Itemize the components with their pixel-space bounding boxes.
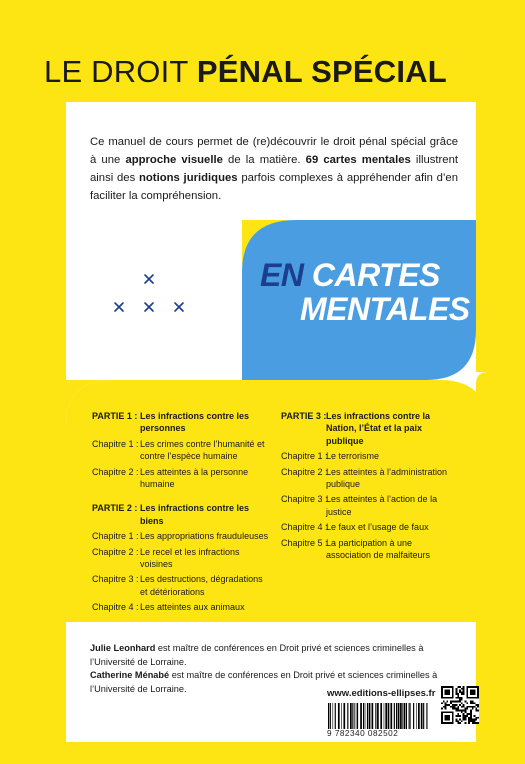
qr-module — [459, 710, 461, 712]
qr-module — [474, 715, 476, 717]
qr-module — [450, 702, 452, 704]
qr-module — [463, 691, 465, 693]
qr-module — [457, 715, 459, 717]
toc-title: Les atteintes à l’action de la justice — [326, 494, 438, 517]
qr-module — [465, 719, 467, 721]
barcode-bar — [418, 703, 420, 729]
barcode-bar — [341, 703, 342, 729]
publisher-website[interactable]: www.editions-ellipses.fr — [327, 688, 436, 699]
barcode-bar — [421, 703, 423, 729]
barcode-bar — [354, 703, 355, 729]
qr-module — [470, 720, 472, 722]
barcode-bar — [343, 703, 345, 729]
qr-module — [463, 706, 465, 708]
qr-module — [446, 700, 448, 702]
intro-bold-1: approche visuelle — [125, 154, 223, 166]
toc-label: Chapitre 4 : — [92, 602, 139, 613]
author-2-name: Catherine Ménabé — [90, 670, 170, 680]
qr-module — [461, 699, 463, 701]
title-light-part: LE DROIT — [44, 54, 197, 89]
qr-module — [457, 710, 459, 712]
qr-module — [463, 715, 465, 717]
isbn-number: 9 782340 082502 — [327, 729, 399, 738]
qr-module — [461, 711, 463, 713]
toc-chapter — [281, 537, 456, 562]
barcode-bar — [426, 703, 427, 729]
qr-module — [463, 719, 465, 721]
qr-module — [450, 706, 452, 708]
qr-module — [470, 715, 472, 717]
qr-module — [452, 700, 454, 702]
qr-module — [463, 686, 465, 688]
toc-label: Chapitre 2 : — [281, 466, 328, 477]
qr-module — [457, 697, 459, 699]
barcode-bar — [402, 703, 403, 729]
barcode-bar — [380, 703, 382, 729]
barcode-bar — [356, 703, 357, 729]
qr-module — [466, 713, 468, 715]
toc-title: Les atteintes à la personne humaine — [140, 466, 249, 490]
toc-title: Le terrorisme — [326, 451, 380, 462]
qr-module — [455, 708, 457, 710]
barcode-bar — [396, 703, 397, 729]
qr-module — [459, 697, 461, 699]
qr-module — [441, 708, 443, 710]
qr-module — [461, 710, 463, 712]
barcode-bar — [367, 703, 368, 729]
qr-module — [472, 708, 474, 710]
toc-chapter — [92, 530, 270, 542]
qr-module — [459, 699, 461, 701]
qr-module — [455, 688, 457, 690]
barcode-bar — [410, 703, 411, 729]
toc-label: Chapitre 3 : — [281, 494, 328, 505]
qr-module — [454, 700, 456, 702]
qr-module — [454, 706, 456, 708]
toc-title: La participation à une association de malfaiteurs — [326, 537, 431, 561]
qr-module — [457, 700, 459, 702]
qr-module — [470, 710, 472, 712]
barcode-bar — [404, 703, 406, 729]
qr-module — [465, 722, 467, 724]
qr-module — [463, 717, 465, 719]
qr-module — [470, 719, 472, 721]
barcode-bar — [369, 703, 371, 729]
intro-bold-2: 69 cartes mentales — [305, 154, 411, 166]
qr-module — [455, 715, 457, 717]
author-1-name: Julie Leonhard — [90, 643, 156, 653]
barcode-bar — [365, 703, 366, 729]
qr-module — [468, 722, 470, 724]
barcode-bar — [385, 703, 387, 729]
toc-column-left — [92, 406, 270, 617]
toc-chapter — [281, 450, 456, 462]
qr-module — [463, 690, 465, 692]
qr-module — [477, 710, 479, 712]
intro-text-1: Ce manuel de cours permet de (re)découvrir le droit pénal spécial grâce à une — [90, 136, 458, 166]
barcode-bar — [390, 703, 392, 729]
qr-module — [468, 719, 470, 721]
qr-module — [454, 708, 456, 710]
toc-chapter — [92, 601, 270, 613]
qr-module — [459, 686, 461, 688]
qr-module — [477, 722, 479, 724]
banner-heading — [260, 258, 470, 326]
cross-marks-icon — [110, 270, 190, 320]
barcode-bar — [375, 703, 376, 729]
qr-module — [477, 706, 479, 708]
qr-module — [470, 711, 472, 713]
intro-text-3: illustrent ainsi des — [90, 154, 458, 184]
qr-module — [475, 717, 477, 719]
qr-module — [463, 710, 465, 712]
toc-title: Les atteintes à l’administration publique — [326, 466, 448, 490]
qr-module — [445, 704, 447, 706]
qr-module — [457, 706, 459, 708]
qr-module — [445, 706, 447, 708]
qr-module — [461, 720, 463, 722]
qr-module — [477, 717, 479, 719]
qr-module — [457, 686, 459, 688]
barcode-bar — [423, 703, 424, 729]
qr-module — [457, 720, 459, 722]
toc-label: Chapitre 3 : — [92, 574, 139, 585]
page-title — [44, 54, 447, 90]
barcode-bar — [335, 703, 336, 729]
barcode-icon — [327, 703, 429, 729]
toc-label: Chapitre 2 : — [92, 546, 139, 557]
qr-module — [465, 700, 467, 702]
banner-en: EN — [260, 257, 304, 293]
qr-module — [465, 711, 467, 713]
qr-module — [475, 708, 477, 710]
toc-title: Le recel et les infractions voisines — [140, 546, 240, 570]
author-2-text: est maître de conférences en Droit privé et sciences criminelles à l’Université de Lorraine. — [90, 670, 438, 694]
qr-module — [468, 717, 470, 719]
qr-module — [441, 702, 443, 704]
qr-module — [465, 710, 467, 712]
barcode-bar — [352, 703, 353, 729]
toc-label: PARTIE 2 : — [92, 503, 138, 514]
qr-module — [477, 704, 479, 706]
qr-module — [472, 700, 474, 702]
toc-title: Les atteintes aux animaux — [140, 602, 245, 613]
intro-text-2: de la matière. — [222, 154, 306, 166]
toc-chapter — [92, 438, 270, 463]
qr-module — [463, 693, 465, 695]
toc-label: Chapitre 1 : — [92, 531, 139, 542]
barcode-bar — [406, 703, 407, 729]
qr-module — [472, 706, 474, 708]
qr-module — [457, 722, 459, 724]
qr-module — [461, 697, 463, 699]
qr-module — [474, 722, 476, 724]
toc-chapter — [92, 466, 270, 491]
qr-module — [466, 715, 468, 717]
qr-module — [463, 713, 465, 715]
qr-code-icon — [441, 686, 479, 724]
toc-title: Les destructions, dégradations et détériorations — [140, 574, 263, 597]
toc-label: PARTIE 1 : — [92, 411, 138, 421]
qr-module — [468, 713, 470, 715]
qr-module — [445, 702, 447, 704]
toc-part — [92, 502, 270, 527]
qr-module — [470, 717, 472, 719]
qr-module — [474, 702, 476, 704]
author-1 — [90, 642, 460, 669]
toc-chapter — [281, 493, 456, 518]
qr-module — [457, 713, 459, 715]
toc-label: Chapitre 1 : — [92, 438, 139, 449]
banner-mentales: MENTALES — [300, 291, 470, 327]
qr-module — [445, 715, 450, 720]
qr-module — [445, 690, 450, 695]
qr-module — [466, 702, 468, 704]
qr-module — [472, 722, 474, 724]
qr-module — [457, 695, 459, 697]
qr-module — [475, 722, 477, 724]
qr-module — [470, 706, 472, 708]
author-1-text: est maître de conférences en Droit privé et sciences criminelles à l’Université de Lorraine. — [90, 643, 424, 667]
qr-module — [445, 708, 447, 710]
toc-chapter — [281, 466, 456, 491]
intro-paragraph — [90, 133, 458, 205]
qr-module — [470, 713, 472, 715]
qr-module — [474, 706, 476, 708]
qr-module — [446, 704, 448, 706]
qr-module — [470, 702, 472, 704]
toc-label: PARTIE 3 : — [281, 411, 327, 421]
toc-chapter — [281, 521, 456, 533]
qr-module — [455, 719, 457, 721]
qr-module — [474, 720, 476, 722]
barcode-bar — [377, 703, 379, 729]
toc-title: Les infractions contre la Nation, l’État et la paix publique — [326, 411, 431, 446]
barcode-bar — [347, 703, 348, 729]
qr-module — [457, 693, 459, 695]
toc-part — [281, 410, 456, 447]
qr-module — [474, 719, 476, 721]
qr-module — [455, 697, 457, 699]
qr-module — [472, 702, 474, 704]
barcode-bar — [416, 703, 417, 729]
qr-module — [463, 688, 465, 690]
toc-column-right — [281, 406, 456, 564]
qr-module — [461, 706, 463, 708]
qr-module — [452, 706, 454, 708]
qr-module — [468, 706, 470, 708]
toc-label: Chapitre 5 : — [281, 537, 328, 548]
qr-module — [452, 704, 454, 706]
barcode-bar — [372, 703, 374, 729]
intro-text-4: parfois complexes à appréhender afin d’en faciliter la compréhension. — [90, 172, 458, 202]
qr-module — [459, 722, 461, 724]
barcode-bar — [413, 703, 414, 729]
qr-module — [461, 688, 463, 690]
qr-module — [459, 704, 461, 706]
qr-module — [463, 704, 465, 706]
qr-module — [450, 700, 452, 702]
qr-module — [470, 700, 472, 702]
barcode-bar — [394, 703, 395, 729]
toc-title: Le faux et l’usage de faux — [326, 522, 429, 533]
barcode-bar — [400, 703, 402, 729]
qr-module — [455, 693, 457, 695]
qr-module — [443, 700, 445, 702]
toc-part — [92, 410, 270, 435]
qr-module — [475, 719, 477, 721]
barcode-bar — [328, 703, 329, 729]
qr-module — [459, 719, 461, 721]
barcode-bar — [360, 703, 362, 729]
qr-module — [466, 708, 468, 710]
toc-title: Les infractions contre les personnes — [140, 411, 250, 434]
barcode-bar — [330, 703, 331, 729]
qr-module — [465, 715, 467, 717]
qr-module — [455, 690, 457, 692]
qr-module — [461, 693, 463, 695]
qr-module — [454, 704, 456, 706]
barcode-bar — [363, 703, 364, 729]
qr-module — [455, 691, 457, 693]
toc-label: Chapitre 2 : — [92, 466, 139, 477]
qr-module — [459, 691, 461, 693]
toc-chapter — [92, 573, 270, 598]
qr-module — [472, 719, 474, 721]
toc-label: Chapitre 4 : — [281, 522, 328, 533]
qr-module — [466, 706, 468, 708]
qr-module — [461, 691, 463, 693]
qr-module — [465, 717, 467, 719]
yellow-bottom-bar — [0, 742, 525, 764]
qr-module — [455, 700, 457, 702]
toc-title: Les appropriations frauduleuses — [140, 531, 269, 542]
qr-module — [475, 704, 477, 706]
qr-module — [470, 690, 475, 695]
title-bold-part: PÉNAL SPÉCIAL — [196, 54, 447, 89]
barcode-bar — [409, 703, 410, 729]
qr-module — [459, 715, 461, 717]
qr-module — [455, 720, 457, 722]
barcode-bar — [384, 703, 385, 729]
qr-module — [452, 708, 454, 710]
barcode-bar — [398, 703, 400, 729]
banner-cartes: CARTES — [303, 257, 440, 293]
qr-module — [468, 720, 470, 722]
qr-module — [472, 720, 474, 722]
qr-module — [455, 704, 457, 706]
qr-module — [461, 702, 463, 704]
barcode-bar — [338, 703, 340, 729]
qr-module — [465, 708, 467, 710]
barcode-bar — [350, 703, 352, 729]
barcode-bar — [388, 703, 390, 729]
barcode-bar — [333, 703, 334, 729]
qr-module — [457, 708, 459, 710]
qr-module — [459, 690, 461, 692]
intro-bold-3: notions juridiques — [139, 172, 238, 184]
toc-title: Les infractions contre les biens — [140, 503, 250, 526]
qr-module — [459, 700, 461, 702]
barcode-bar — [357, 703, 358, 729]
qr-module — [475, 710, 477, 712]
qr-module — [443, 706, 445, 708]
toc-title: Les crimes contre l’humanité et contre l’espèce humaine — [140, 438, 265, 462]
toc-label: Chapitre 1 : — [281, 451, 328, 462]
toc-chapter — [92, 546, 270, 571]
qr-module — [455, 710, 457, 712]
qr-module — [448, 704, 450, 706]
